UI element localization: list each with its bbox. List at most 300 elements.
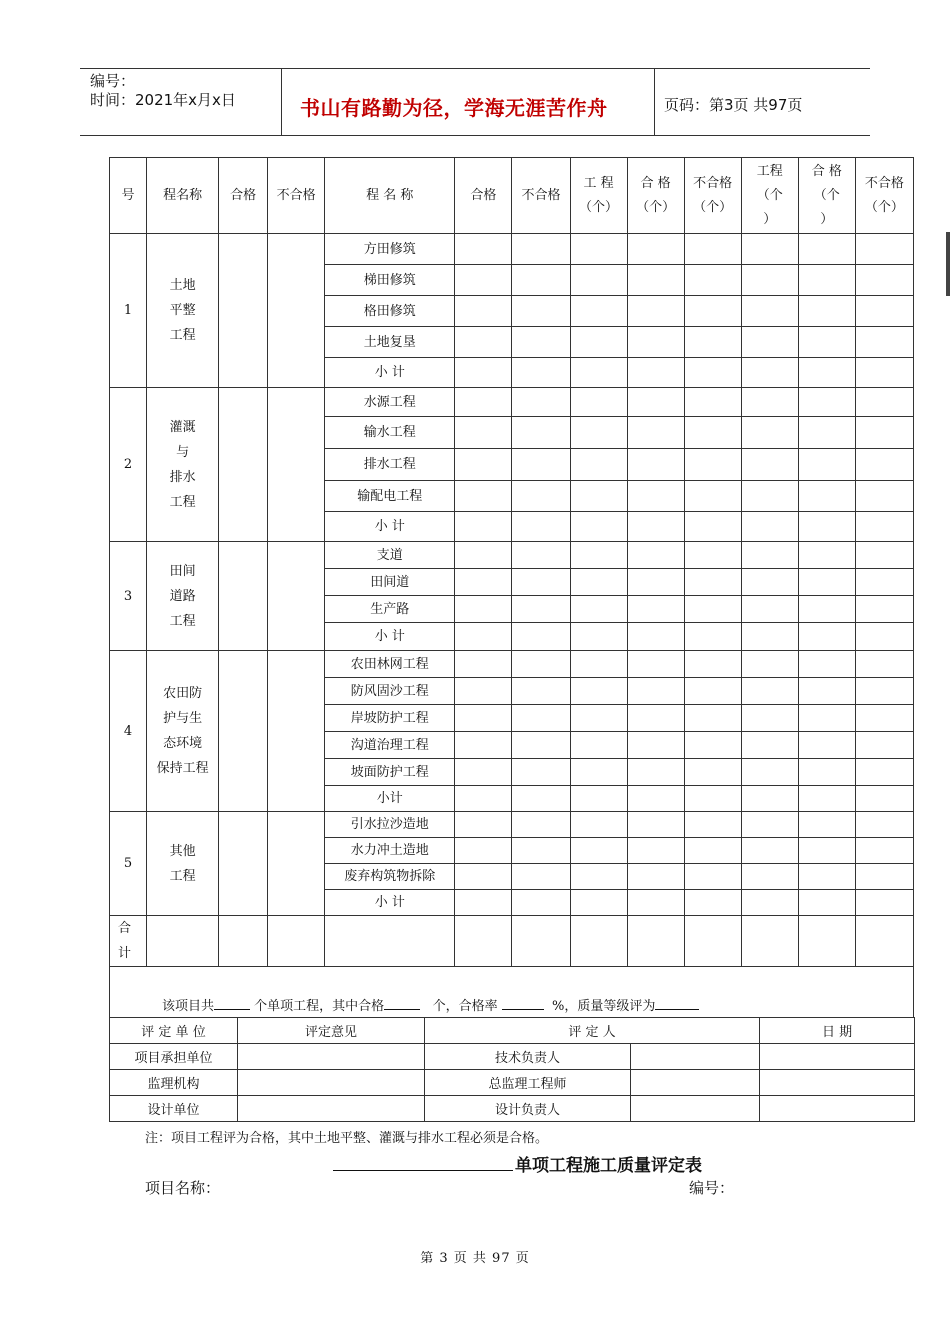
- entry-cell[interactable]: [455, 651, 512, 678]
- entry-cell[interactable]: [741, 786, 798, 812]
- qualified-count-blank[interactable]: [384, 997, 420, 1010]
- total-cell[interactable]: [219, 916, 268, 967]
- entry-cell[interactable]: [627, 388, 684, 417]
- entry-cell[interactable]: [455, 596, 512, 623]
- group-name-line: 田间: [169, 563, 196, 579]
- time-label: 时间：2021年x月x日: [90, 91, 236, 109]
- column-header: 号: [110, 158, 147, 234]
- group-pass-cell[interactable]: [219, 651, 268, 812]
- item-name: 小 计: [325, 512, 455, 542]
- group-name-line: 工程: [169, 494, 196, 510]
- entry-cell[interactable]: [627, 358, 684, 388]
- entry-cell[interactable]: [455, 234, 512, 265]
- entry-cell[interactable]: [512, 417, 570, 449]
- entry-cell[interactable]: [512, 234, 570, 265]
- entry-cell[interactable]: [684, 234, 741, 265]
- entry-cell[interactable]: [684, 890, 741, 916]
- entry-cell[interactable]: [798, 890, 855, 916]
- column-header: 不合格: [512, 158, 570, 234]
- entry-cell[interactable]: [627, 759, 684, 786]
- group-name-line: 工程: [169, 868, 196, 884]
- entry-cell[interactable]: [627, 265, 684, 296]
- entry-cell[interactable]: [627, 569, 684, 596]
- entry-cell[interactable]: [512, 705, 570, 732]
- group-pass-cell[interactable]: [219, 542, 268, 651]
- entry-cell[interactable]: [741, 596, 798, 623]
- entry-cell[interactable]: [855, 838, 913, 864]
- entry-cell[interactable]: [798, 512, 855, 542]
- entry-cell[interactable]: [455, 327, 512, 358]
- entry-cell[interactable]: [512, 449, 570, 481]
- item-name: 土地复垦: [325, 327, 455, 358]
- entry-cell[interactable]: [455, 623, 512, 651]
- entry-cell[interactable]: [570, 623, 627, 651]
- page-edge-mark: [946, 232, 950, 296]
- entry-cell[interactable]: [684, 417, 741, 449]
- entry-cell[interactable]: [627, 786, 684, 812]
- entry-cell[interactable]: [798, 234, 855, 265]
- signoff-header-unit: 评 定 单 位: [110, 1018, 238, 1044]
- entry-cell[interactable]: [741, 296, 798, 327]
- entry-cell[interactable]: [570, 812, 627, 838]
- column-header-line: 工程: [756, 163, 783, 179]
- entry-cell[interactable]: [798, 388, 855, 417]
- entry-cell[interactable]: [798, 786, 855, 812]
- entry-cell[interactable]: [684, 596, 741, 623]
- entry-cell[interactable]: [741, 705, 798, 732]
- entry-cell[interactable]: [570, 890, 627, 916]
- entry-cell[interactable]: [512, 481, 570, 512]
- entry-cell[interactable]: [570, 569, 627, 596]
- entry-cell[interactable]: [627, 596, 684, 623]
- entry-cell[interactable]: [512, 678, 570, 705]
- entry-cell[interactable]: [855, 864, 913, 890]
- entry-cell[interactable]: [741, 481, 798, 512]
- column-header-line: 不合格: [693, 175, 733, 191]
- entry-cell[interactable]: [512, 651, 570, 678]
- entry-cell[interactable]: [855, 234, 913, 265]
- total-cell[interactable]: [325, 916, 455, 967]
- signoff-date-cell[interactable]: [760, 1044, 915, 1070]
- serial-label: 编号：: [90, 72, 136, 90]
- entry-cell[interactable]: [798, 296, 855, 327]
- item-name: 格田修筑: [325, 296, 455, 327]
- entry-cell[interactable]: [798, 812, 855, 838]
- entry-cell[interactable]: [455, 481, 512, 512]
- entry-cell[interactable]: [570, 705, 627, 732]
- group-pass-cell[interactable]: [219, 234, 268, 388]
- entry-cell[interactable]: [455, 732, 512, 759]
- entry-cell[interactable]: [798, 569, 855, 596]
- entry-cell[interactable]: [627, 234, 684, 265]
- entry-cell[interactable]: [798, 417, 855, 449]
- entry-cell[interactable]: [455, 296, 512, 327]
- summary-line: [162, 995, 699, 1014]
- entry-cell[interactable]: [855, 705, 913, 732]
- entry-cell[interactable]: [627, 864, 684, 890]
- group-fail-cell[interactable]: [268, 812, 325, 916]
- entry-cell[interactable]: [855, 296, 913, 327]
- total-cell[interactable]: [855, 916, 913, 967]
- entry-cell[interactable]: [741, 812, 798, 838]
- entry-cell[interactable]: [455, 388, 512, 417]
- entry-cell[interactable]: [570, 481, 627, 512]
- group-number: 4: [110, 651, 147, 812]
- column-header: 程名称: [147, 158, 219, 234]
- signoff-unit: 监理机构: [110, 1070, 238, 1096]
- entry-cell[interactable]: [570, 296, 627, 327]
- entry-cell[interactable]: [684, 358, 741, 388]
- entry-cell[interactable]: [855, 890, 913, 916]
- entry-cell[interactable]: [570, 542, 627, 569]
- entry-cell[interactable]: [512, 623, 570, 651]
- column-header-line: 不合格: [864, 175, 904, 191]
- signoff-signature-cell[interactable]: [631, 1044, 760, 1070]
- entry-cell[interactable]: [570, 234, 627, 265]
- entry-cell[interactable]: [512, 596, 570, 623]
- total-cell[interactable]: [627, 916, 684, 967]
- signoff-signature-cell[interactable]: [631, 1070, 760, 1096]
- rate-blank[interactable]: [502, 997, 544, 1010]
- entry-cell[interactable]: [855, 417, 913, 449]
- entry-cell[interactable]: [570, 596, 627, 623]
- entry-cell[interactable]: [570, 388, 627, 417]
- entry-cell[interactable]: [684, 732, 741, 759]
- entry-cell[interactable]: [741, 732, 798, 759]
- entry-cell[interactable]: [570, 864, 627, 890]
- entry-cell[interactable]: [455, 864, 512, 890]
- entry-cell[interactable]: [627, 417, 684, 449]
- entry-cell[interactable]: [627, 449, 684, 481]
- entry-cell[interactable]: [855, 542, 913, 569]
- column-header-line: ）: [763, 211, 777, 227]
- entry-cell[interactable]: [684, 327, 741, 358]
- entry-cell[interactable]: [741, 327, 798, 358]
- entry-cell[interactable]: [798, 732, 855, 759]
- entry-cell[interactable]: [741, 265, 798, 296]
- page-footer: 第 3 页 共 97 页: [420, 1251, 530, 1266]
- entry-cell[interactable]: [684, 265, 741, 296]
- entry-cell[interactable]: [741, 512, 798, 542]
- group-name: [147, 651, 219, 812]
- total-cell[interactable]: [798, 916, 855, 967]
- header-top-rule: [80, 68, 870, 69]
- entry-cell[interactable]: [741, 838, 798, 864]
- entry-cell[interactable]: [855, 759, 913, 786]
- entry-cell[interactable]: [570, 512, 627, 542]
- group-pass-cell[interactable]: [219, 388, 268, 542]
- entry-cell[interactable]: [855, 512, 913, 542]
- entry-cell[interactable]: [684, 388, 741, 417]
- signoff-opinion-cell[interactable]: [238, 1044, 425, 1070]
- entry-cell[interactable]: [798, 864, 855, 890]
- item-name: 小 计: [325, 890, 455, 916]
- table-row: [110, 542, 914, 569]
- signoff-date-cell[interactable]: [760, 1096, 915, 1122]
- group-name-line: 工程: [169, 613, 196, 629]
- entry-cell[interactable]: [512, 265, 570, 296]
- entry-cell[interactable]: [855, 449, 913, 481]
- table-row: [110, 651, 914, 678]
- entry-cell[interactable]: [455, 786, 512, 812]
- signoff-signature-cell[interactable]: [631, 1096, 760, 1122]
- entry-cell[interactable]: [855, 732, 913, 759]
- entry-cell[interactable]: [455, 542, 512, 569]
- entry-cell[interactable]: [684, 864, 741, 890]
- entry-cell[interactable]: [627, 705, 684, 732]
- entry-cell[interactable]: [684, 838, 741, 864]
- total-cell[interactable]: [741, 916, 798, 967]
- entry-cell[interactable]: [455, 705, 512, 732]
- count-blank[interactable]: [214, 997, 250, 1010]
- group-name-line: 保持工程: [156, 761, 209, 776]
- column-header-line: （个: [813, 187, 840, 203]
- entry-cell[interactable]: [455, 358, 512, 388]
- column-header: 合格: [219, 158, 268, 234]
- entry-cell[interactable]: [855, 265, 913, 296]
- column-header: 不合格: [268, 158, 325, 234]
- entry-cell[interactable]: [855, 678, 913, 705]
- entry-cell[interactable]: [570, 358, 627, 388]
- entry-cell[interactable]: [627, 812, 684, 838]
- item-name: 农田林网工程: [325, 651, 455, 678]
- signoff-date-cell[interactable]: [760, 1070, 915, 1096]
- entry-cell[interactable]: [684, 651, 741, 678]
- item-name: 沟道治理工程: [325, 732, 455, 759]
- entry-cell[interactable]: [855, 623, 913, 651]
- signoff-opinion-cell[interactable]: [238, 1096, 425, 1122]
- entry-cell[interactable]: [684, 786, 741, 812]
- entry-cell[interactable]: [741, 542, 798, 569]
- item-name: 小 计: [325, 358, 455, 388]
- entry-cell[interactable]: [855, 388, 913, 417]
- entry-cell[interactable]: [627, 732, 684, 759]
- total-cell[interactable]: [512, 916, 570, 967]
- group-number: 2: [110, 388, 147, 542]
- item-name: 引水拉沙造地: [325, 812, 455, 838]
- entry-cell[interactable]: [455, 512, 512, 542]
- column-header-line: （个）: [864, 199, 904, 215]
- entry-cell[interactable]: [684, 449, 741, 481]
- entry-cell[interactable]: [798, 327, 855, 358]
- entry-cell[interactable]: [570, 449, 627, 481]
- entry-cell[interactable]: [512, 838, 570, 864]
- entry-cell[interactable]: [798, 481, 855, 512]
- group-name-line: 与: [176, 444, 190, 460]
- entry-cell[interactable]: [455, 678, 512, 705]
- entry-cell[interactable]: [855, 812, 913, 838]
- page-info: 页码：第3页 共97页: [664, 96, 803, 114]
- column-header-multiline: [798, 158, 855, 234]
- entry-cell[interactable]: [798, 759, 855, 786]
- entry-cell[interactable]: [570, 651, 627, 678]
- entry-cell[interactable]: [798, 449, 855, 481]
- column-header-line: ）: [820, 211, 834, 227]
- entry-cell[interactable]: [627, 890, 684, 916]
- entry-cell[interactable]: [798, 651, 855, 678]
- item-name: 水力冲土造地: [325, 838, 455, 864]
- entry-cell[interactable]: [570, 417, 627, 449]
- entry-cell[interactable]: [855, 786, 913, 812]
- entry-cell[interactable]: [855, 327, 913, 358]
- entry-cell[interactable]: [512, 864, 570, 890]
- item-name: 岸坡防护工程: [325, 705, 455, 732]
- item-name: 输水工程: [325, 417, 455, 449]
- entry-cell[interactable]: [627, 623, 684, 651]
- entry-cell[interactable]: [512, 542, 570, 569]
- group-fail-cell[interactable]: [268, 542, 325, 651]
- group-fail-cell[interactable]: [268, 234, 325, 388]
- entry-cell[interactable]: [684, 542, 741, 569]
- entry-cell[interactable]: [741, 569, 798, 596]
- item-name: 水源工程: [325, 388, 455, 417]
- entry-cell[interactable]: [455, 569, 512, 596]
- entry-cell[interactable]: [570, 759, 627, 786]
- entry-cell[interactable]: [455, 812, 512, 838]
- total-row: [110, 916, 914, 967]
- entry-cell[interactable]: [570, 678, 627, 705]
- entry-cell[interactable]: [627, 512, 684, 542]
- item-name: 排水工程: [325, 449, 455, 481]
- entry-cell[interactable]: [455, 449, 512, 481]
- entry-cell[interactable]: [512, 388, 570, 417]
- entry-cell[interactable]: [741, 234, 798, 265]
- entry-cell[interactable]: [855, 651, 913, 678]
- entry-cell[interactable]: [741, 864, 798, 890]
- entry-cell[interactable]: [455, 265, 512, 296]
- entry-cell[interactable]: [798, 596, 855, 623]
- entry-cell[interactable]: [684, 678, 741, 705]
- entry-cell[interactable]: [627, 542, 684, 569]
- entry-cell[interactable]: [798, 705, 855, 732]
- signoff-role: 总监理工程师: [425, 1070, 631, 1096]
- entry-cell[interactable]: [741, 651, 798, 678]
- entry-cell[interactable]: [512, 812, 570, 838]
- title-blank-line[interactable]: [333, 1170, 513, 1171]
- entry-cell[interactable]: [741, 759, 798, 786]
- group-name-line: 护与生: [163, 711, 203, 726]
- entry-cell[interactable]: [855, 569, 913, 596]
- signoff-opinion-cell[interactable]: [238, 1070, 425, 1096]
- column-header-multiline: [627, 158, 684, 234]
- total-cell[interactable]: [684, 916, 741, 967]
- item-name: 方田修筑: [325, 234, 455, 265]
- entry-cell[interactable]: [570, 786, 627, 812]
- column-header-multiline: [570, 158, 627, 234]
- total-cell[interactable]: [570, 916, 627, 967]
- entry-cell[interactable]: [684, 296, 741, 327]
- header-bottom-rule: [80, 135, 870, 136]
- entry-cell[interactable]: [627, 296, 684, 327]
- group-name-line: 工程: [169, 328, 196, 343]
- entry-cell[interactable]: [627, 678, 684, 705]
- group-name: [147, 542, 219, 651]
- entry-cell[interactable]: [855, 481, 913, 512]
- group-fail-cell[interactable]: [268, 651, 325, 812]
- entry-cell[interactable]: [855, 596, 913, 623]
- table-row: [110, 234, 914, 265]
- entry-cell[interactable]: [512, 296, 570, 327]
- entry-cell[interactable]: [455, 759, 512, 786]
- signoff-unit: 项目承担单位: [110, 1044, 238, 1070]
- entry-cell[interactable]: [741, 388, 798, 417]
- entry-cell[interactable]: [627, 651, 684, 678]
- entry-cell[interactable]: [741, 358, 798, 388]
- signoff-header-date: 日 期: [760, 1018, 915, 1044]
- column-header-line: 工 程: [583, 175, 614, 191]
- entry-cell[interactable]: [512, 890, 570, 916]
- entry-cell[interactable]: [684, 569, 741, 596]
- signoff-role: 技术负责人: [425, 1044, 631, 1070]
- entry-cell[interactable]: [570, 838, 627, 864]
- entry-cell[interactable]: [512, 759, 570, 786]
- entry-cell[interactable]: [855, 358, 913, 388]
- entry-cell[interactable]: [627, 838, 684, 864]
- entry-cell[interactable]: [684, 512, 741, 542]
- entry-cell[interactable]: [512, 512, 570, 542]
- entry-cell[interactable]: [684, 481, 741, 512]
- entry-cell[interactable]: [455, 890, 512, 916]
- entry-cell[interactable]: [798, 623, 855, 651]
- total-cell[interactable]: [455, 916, 512, 967]
- entry-cell[interactable]: [684, 812, 741, 838]
- header-divider-left: [281, 69, 282, 135]
- motto: 书山有路勤为径，学海无涯苦作舟: [300, 96, 608, 120]
- entry-cell[interactable]: [798, 838, 855, 864]
- entry-cell[interactable]: [684, 705, 741, 732]
- entry-cell[interactable]: [627, 481, 684, 512]
- entry-cell[interactable]: [741, 678, 798, 705]
- entry-cell[interactable]: [684, 623, 741, 651]
- item-name: 小计: [325, 786, 455, 812]
- entry-cell[interactable]: [512, 358, 570, 388]
- entry-cell[interactable]: [798, 358, 855, 388]
- group-name: [147, 812, 219, 916]
- entry-cell[interactable]: [798, 678, 855, 705]
- entry-cell[interactable]: [684, 759, 741, 786]
- grade-blank[interactable]: [655, 997, 699, 1010]
- column-header: 合格: [455, 158, 512, 234]
- entry-cell[interactable]: [627, 327, 684, 358]
- item-name: 坡面防护工程: [325, 759, 455, 786]
- column-header-multiline: [741, 158, 798, 234]
- entry-cell[interactable]: [741, 623, 798, 651]
- column-header-multiline: [855, 158, 913, 234]
- total-cell[interactable]: [268, 916, 325, 967]
- entry-cell[interactable]: [512, 786, 570, 812]
- group-fail-cell[interactable]: [268, 388, 325, 542]
- total-cell[interactable]: [147, 916, 219, 967]
- entry-cell[interactable]: [512, 732, 570, 759]
- entry-cell[interactable]: [570, 265, 627, 296]
- entry-cell[interactable]: [798, 265, 855, 296]
- entry-cell[interactable]: [741, 449, 798, 481]
- entry-cell[interactable]: [798, 542, 855, 569]
- entry-cell[interactable]: [570, 327, 627, 358]
- column-header: 程 名 称: [325, 158, 455, 234]
- group-pass-cell[interactable]: [219, 812, 268, 916]
- item-name: 梯田修筑: [325, 265, 455, 296]
- entry-cell[interactable]: [512, 569, 570, 596]
- entry-cell[interactable]: [512, 327, 570, 358]
- entry-cell[interactable]: [741, 417, 798, 449]
- entry-cell[interactable]: [455, 417, 512, 449]
- entry-cell[interactable]: [741, 890, 798, 916]
- entry-cell[interactable]: [455, 838, 512, 864]
- entry-cell[interactable]: [570, 732, 627, 759]
- signoff-unit: 设计单位: [110, 1096, 238, 1122]
- table-row: [110, 812, 914, 838]
